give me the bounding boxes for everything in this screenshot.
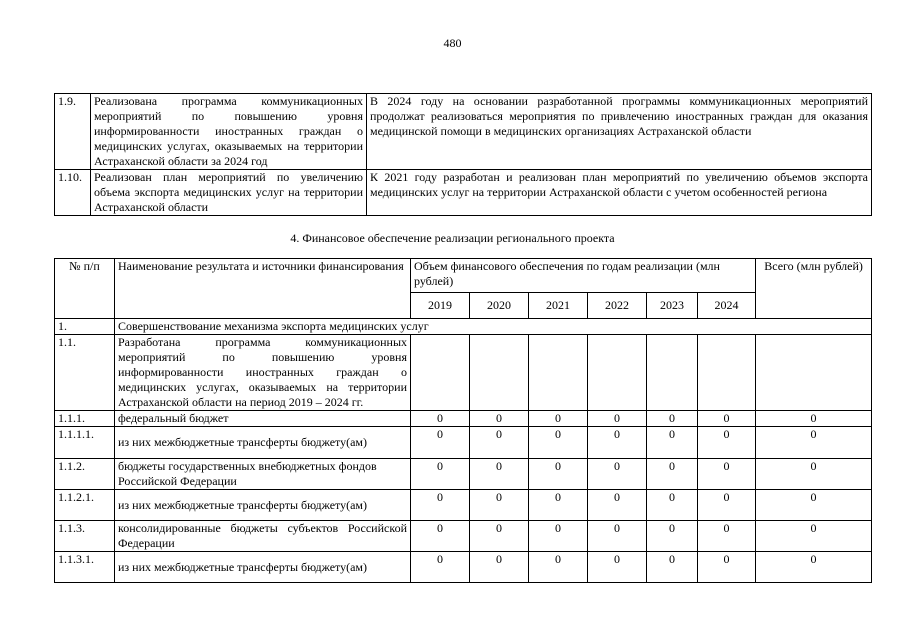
total-value: 0 <box>756 411 872 427</box>
table-row <box>55 459 872 490</box>
table-row <box>55 552 872 583</box>
row-number: 1.1.3. <box>55 521 115 552</box>
year-value: 0 <box>647 459 698 490</box>
year-value: 0 <box>470 427 529 459</box>
source-name: консолидированные бюджеты субъектов Российской Федерации <box>115 521 411 552</box>
year-value: 0 <box>588 490 647 521</box>
total-value: 0 <box>756 521 872 552</box>
year-header: 2020 <box>470 293 529 319</box>
year-header: 2022 <box>588 293 647 319</box>
year-value: 0 <box>529 459 588 490</box>
header-number: № п/п <box>55 259 115 319</box>
year-value: 0 <box>470 459 529 490</box>
result-description: К 2021 году разработан и реализован план мероприятий по увеличению объемов экспорта медицинских услуг на территории Астраханской области с учетом особенностей региона <box>367 170 872 216</box>
source-name: из них межбюджетные трансферты бюджету(ам) <box>115 427 411 459</box>
table-row <box>55 521 872 552</box>
section-number: 1. <box>55 319 115 335</box>
year-header: 2024 <box>698 293 756 319</box>
table-row <box>55 170 872 216</box>
year-value: 0 <box>411 411 470 427</box>
total-value: 0 <box>756 552 872 583</box>
year-value: 0 <box>529 427 588 459</box>
year-value: 0 <box>588 521 647 552</box>
year-value: 0 <box>529 521 588 552</box>
row-number: 1.1.1.1. <box>55 427 115 459</box>
row-number: 1.1.3.1. <box>55 552 115 583</box>
year-value: 0 <box>588 427 647 459</box>
year-value: 0 <box>647 521 698 552</box>
header-name: Наименование результата и источники финансирования <box>115 259 411 319</box>
source-name: из них межбюджетные трансферты бюджету(ам) <box>115 490 411 521</box>
header-total: Всего (млн рублей) <box>756 259 872 319</box>
header-volume: Объем финансового обеспечения по годам реализации (млн рублей) <box>411 259 756 293</box>
year-header: 2021 <box>529 293 588 319</box>
year-value: 0 <box>529 552 588 583</box>
year-header: 2023 <box>647 293 698 319</box>
result-description: В 2024 году на основании разработанной программы коммуникационных мероприятий продолжат реализоваться мероприятия по привлечению иностранных граждан для оказания медицинской помощи в медицинских организациях Астраханской области <box>367 94 872 170</box>
source-name: из них межбюджетные трансферты бюджету(ам) <box>115 552 411 583</box>
result-name: Реализована программа коммуникационных мероприятий по повышению уровня информированности иностранных граждан о медицинских услугах, оказываемых на территории Астраханской области за 2024 год <box>91 94 367 170</box>
year-value: 0 <box>529 490 588 521</box>
year-value: 0 <box>411 459 470 490</box>
year-value: 0 <box>588 552 647 583</box>
source-name: бюджеты государственных внебюджетных фондов Российской Федерации <box>115 459 411 490</box>
result-name: Реализован план мероприятий по увеличению объема экспорта медицинских услуг на территории Астраханской области <box>91 170 367 216</box>
year-value: 0 <box>698 490 756 521</box>
table-row <box>55 427 872 459</box>
year-header: 2019 <box>411 293 470 319</box>
table-row <box>55 411 872 427</box>
year-value: 0 <box>470 521 529 552</box>
year-value: 0 <box>411 552 470 583</box>
year-value: 0 <box>588 411 647 427</box>
year-value: 0 <box>698 552 756 583</box>
row-number: 1.9. <box>55 94 91 170</box>
year-value: 0 <box>647 490 698 521</box>
header-row <box>55 259 872 293</box>
total-value: 0 <box>756 490 872 521</box>
section-heading: 4. Финансовое обеспечение реализации регионального проекта <box>290 231 615 245</box>
financing-table <box>54 258 872 583</box>
year-value: 0 <box>698 459 756 490</box>
item-number: 1.1. <box>55 335 115 411</box>
year-value: 0 <box>411 427 470 459</box>
year-value: 0 <box>647 411 698 427</box>
total-value: 0 <box>756 459 872 490</box>
year-value: 0 <box>470 411 529 427</box>
year-value: 0 <box>647 552 698 583</box>
year-value: 0 <box>647 427 698 459</box>
year-value: 0 <box>698 411 756 427</box>
table-row <box>55 490 872 521</box>
year-value: 0 <box>698 427 756 459</box>
table-row <box>55 94 872 170</box>
section-name: Совершенствование механизма экспорта медицинских услуг <box>115 319 872 335</box>
row-number: 1.10. <box>55 170 91 216</box>
row-number: 1.1.1. <box>55 411 115 427</box>
year-value: 0 <box>698 521 756 552</box>
year-value: 0 <box>529 411 588 427</box>
item-name: Разработана программа коммуникационных мероприятий по повышению уровня информированности иностранных граждан о медицинских услугах, оказываемых на территории Астраханской области на период 2019 – 2024 гг. <box>115 335 411 411</box>
year-value: 0 <box>470 490 529 521</box>
page-number: 480 <box>443 36 462 50</box>
year-value: 0 <box>411 490 470 521</box>
row-number: 1.1.2.1. <box>55 490 115 521</box>
item-row <box>55 335 872 411</box>
year-value: 0 <box>470 552 529 583</box>
row-number: 1.1.2. <box>55 459 115 490</box>
year-value: 0 <box>411 521 470 552</box>
results-table <box>54 93 872 216</box>
source-name: федеральный бюджет <box>115 411 411 427</box>
total-value: 0 <box>756 427 872 459</box>
section-row <box>55 319 872 335</box>
year-value: 0 <box>588 459 647 490</box>
